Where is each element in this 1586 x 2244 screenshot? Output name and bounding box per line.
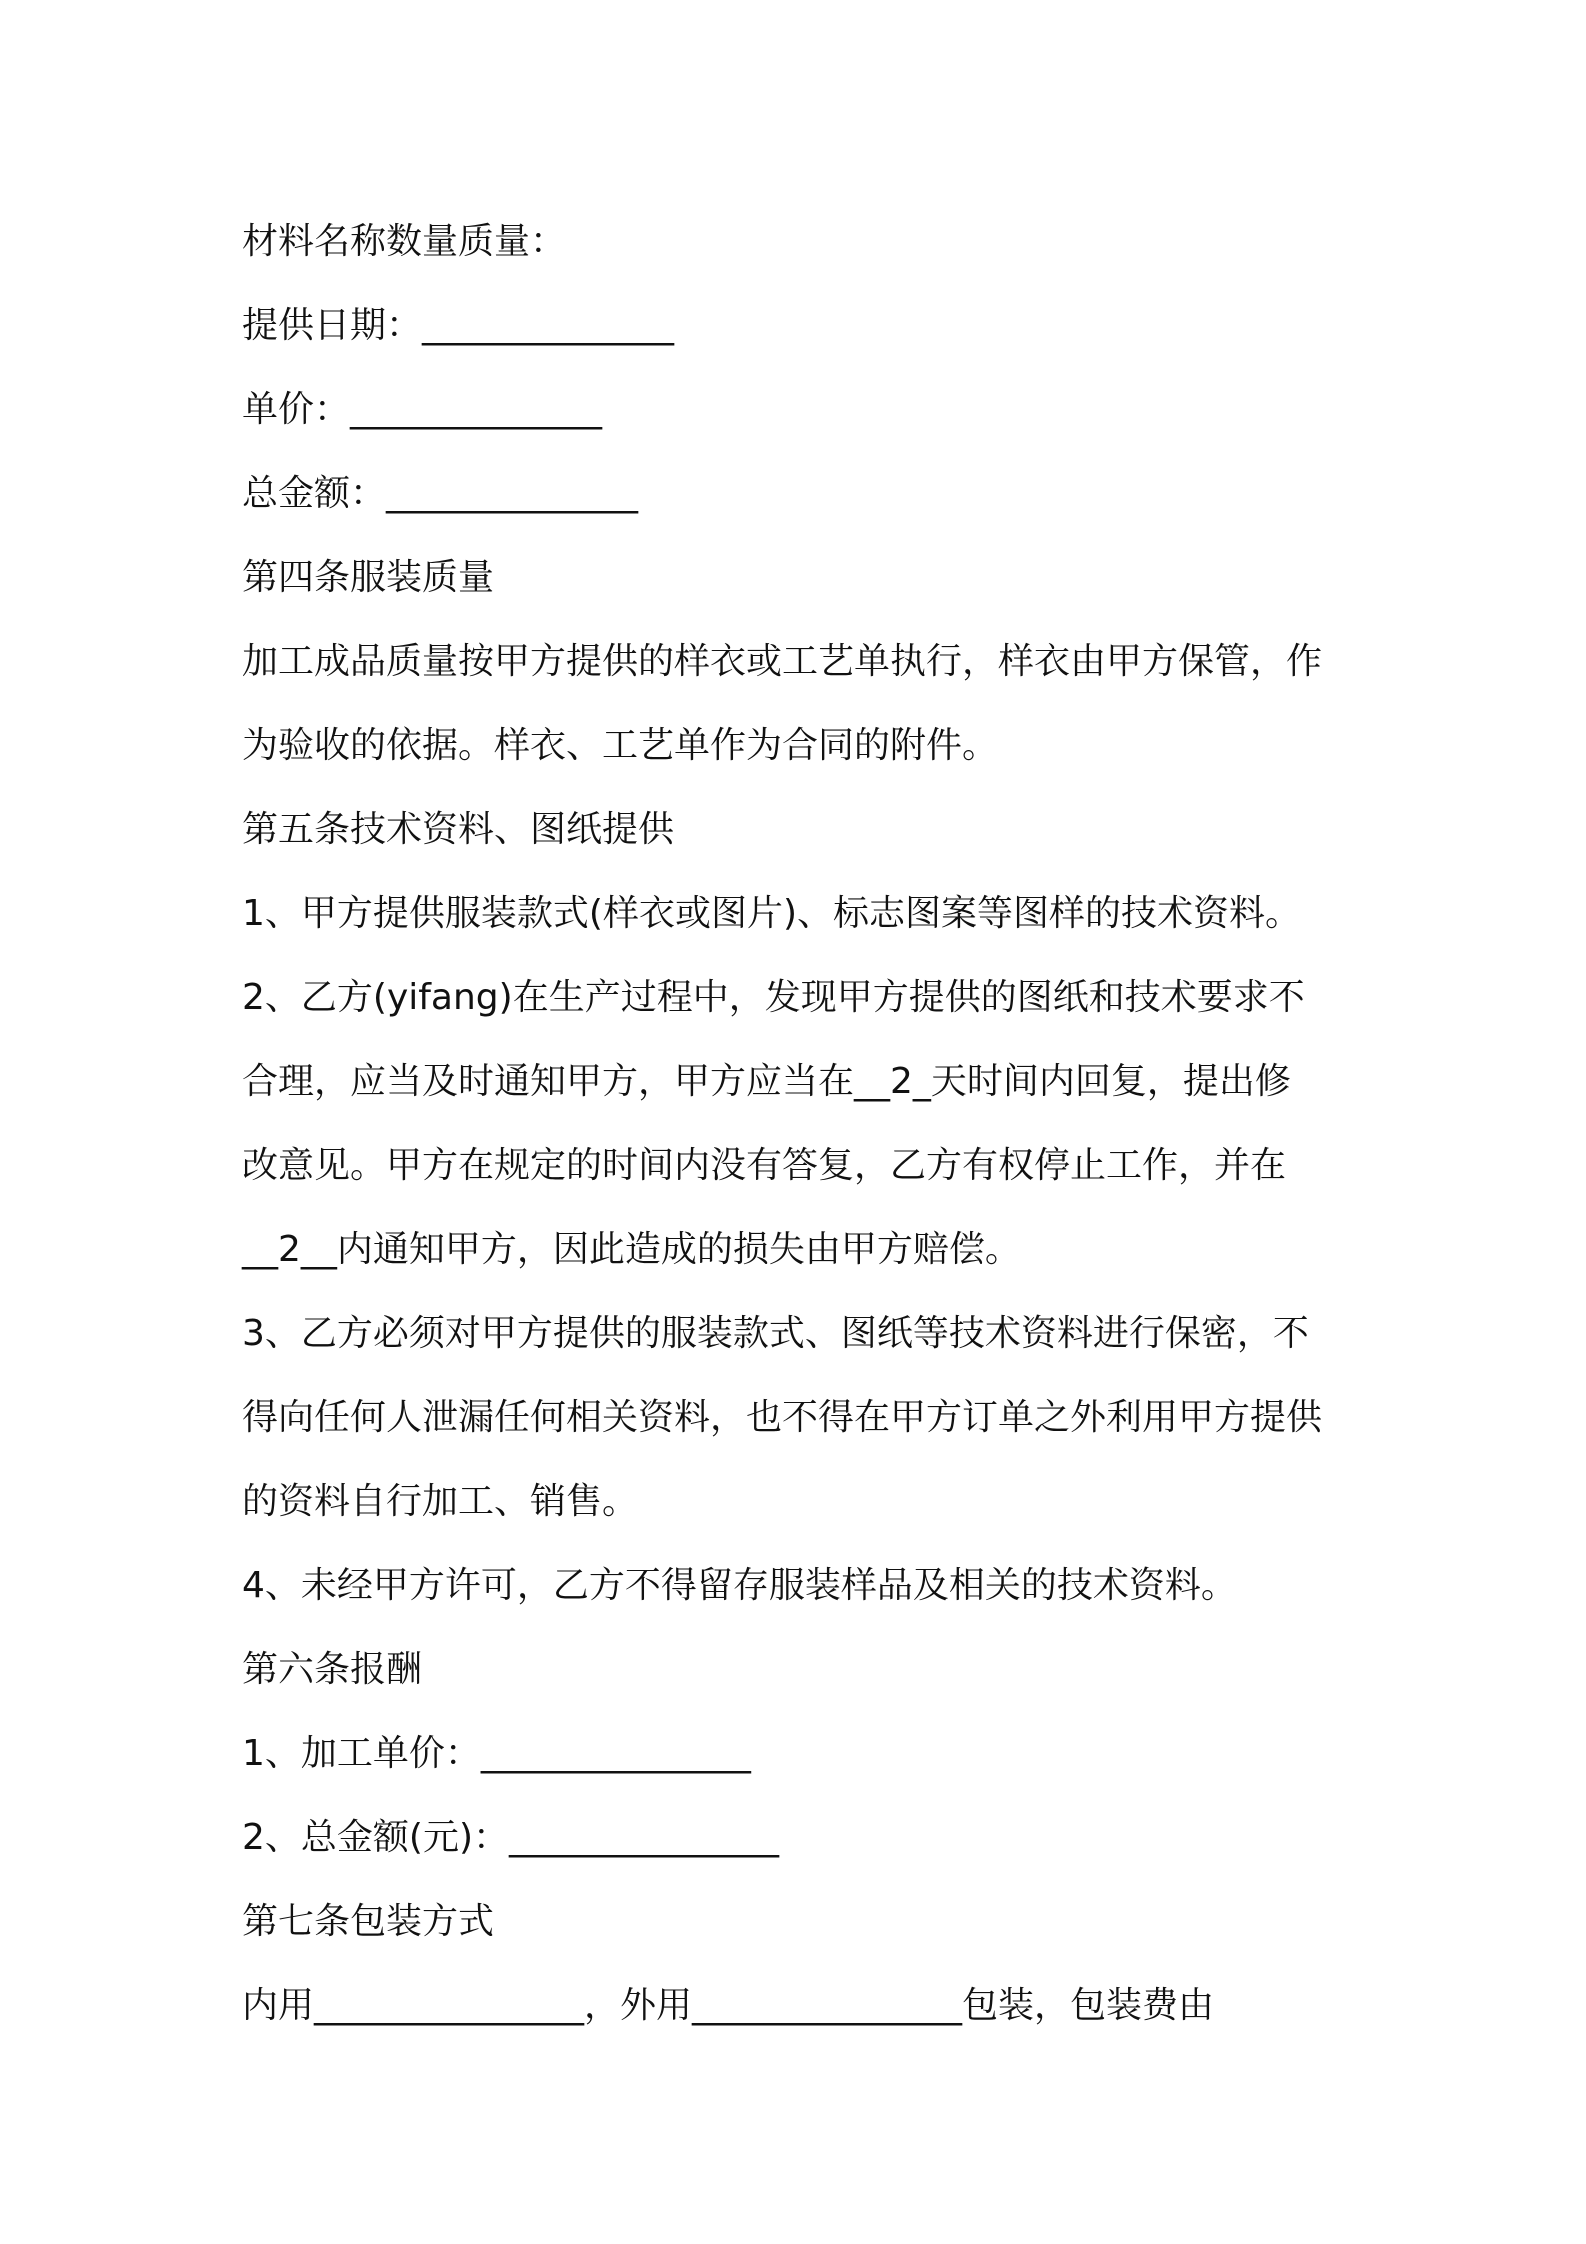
article-5-item-1: 1、甲方提供服装款式(样衣或图片)、标志图案等图样的技术资料。 <box>242 893 1301 934</box>
article-5-item-2-line-1: 2、乙方(yifang)在生产过程中，发现甲方提供的图纸和技术要求不 <box>242 977 1305 1018</box>
article-5-item-2-line-3: 改意见。甲方在规定的时间内没有答复，乙方有权停止工作，并在 <box>242 1145 1287 1186</box>
article-5-heading: 第五条技术资料、图纸提供 <box>242 809 675 850</box>
article-7-heading: 第七条包装方式 <box>242 1901 495 1942</box>
article-4-text-line-2: 为验收的依据。样衣、工艺单作为合同的附件。 <box>242 725 999 766</box>
article-5-item-3-line-3: 的资料自行加工、销售。 <box>242 1481 639 1522</box>
article-5-item-2-line-4: __2__内通知甲方，因此造成的损失由甲方赔偿。 <box>242 1229 1021 1270</box>
material-name-line: 材料名称数量质量： <box>242 221 567 262</box>
article-4-text-line-1: 加工成品质量按甲方提供的样衣或工艺单执行，样衣由甲方保管，作 <box>242 641 1323 682</box>
unit-price-line: 单价：______________ <box>242 389 603 430</box>
article-7-text-line-1: 内用_______________，外用_______________包装，包装费由 <box>242 1985 1215 2026</box>
article-5-item-3-line-1: 3、乙方必须对甲方提供的服装款式、图纸等技术资料进行保密，不 <box>242 1313 1309 1354</box>
article-6-heading: 第六条报酬 <box>242 1649 423 1690</box>
article-6-item-1: 1、加工单价：_______________ <box>242 1733 751 1774</box>
article-5-item-3-line-2: 得向任何人泄漏任何相关资料，也不得在甲方订单之外利用甲方提供 <box>242 1397 1323 1438</box>
document-body <box>242 200 1362 2048</box>
article-4-heading: 第四条服装质量 <box>242 557 495 598</box>
supply-date-line: 提供日期：______________ <box>242 305 675 346</box>
total-amount-line: 总金额：______________ <box>242 473 639 514</box>
article-5-item-4: 4、未经甲方许可，乙方不得留存服装样品及相关的技术资料。 <box>242 1565 1237 1606</box>
article-6-item-2: 2、总金额(元)：_______________ <box>242 1817 779 1858</box>
article-5-item-2-line-2: 合理，应当及时通知甲方，甲方应当在__2_天时间内回复，提出修 <box>242 1061 1291 1102</box>
